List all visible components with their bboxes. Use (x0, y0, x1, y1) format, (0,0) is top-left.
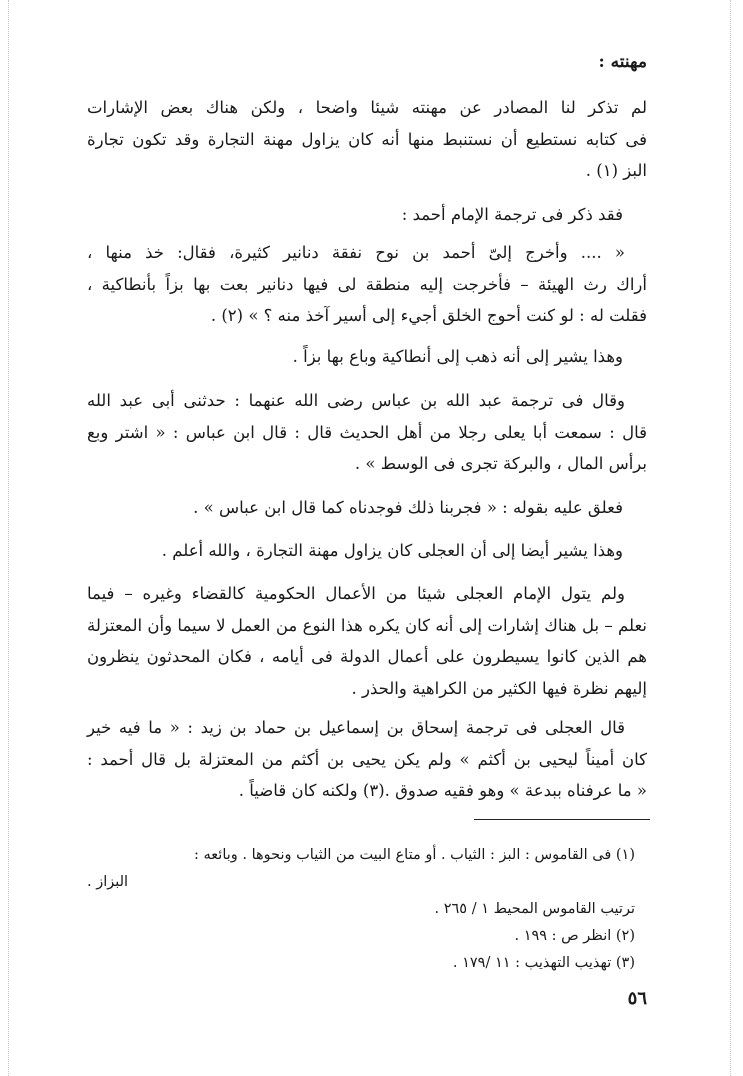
text-line: وقال فى ترجمة عبد الله بن عباس رضى الله عنهما : حدثنى أبى عبد الله (87, 391, 625, 410)
text-line: هم الذين كانوا يسيطرون على أعمال الدولة فى أيامه ، فكان المحدثون ينظرون (87, 647, 647, 666)
text-line: فقد ذكر فى ترجمة الإمام أحمد : (401, 205, 623, 224)
footnote-line: (٣) تهذيب التهذيب : ١١ /١٧٩ . (452, 955, 635, 971)
paragraph (63, 341, 623, 373)
footnote-line: (٢) انظر ص : ١٩٩ . (514, 928, 635, 944)
paragraph (87, 92, 647, 187)
paragraph (63, 492, 623, 524)
footnotes (87, 842, 647, 977)
text-line: البز (١) . (585, 161, 647, 180)
text-line: « ما عرفناه ببدعة » وهو فقيه صدوق .(٣) ولكنه كان قاضياً . (238, 781, 647, 800)
text-line: نعلم – بل هناك إشارات إلى أنه كان يكره هذا النوع من العمل لا سيما وأن المعتزلة (87, 615, 647, 635)
footnote-separator (474, 819, 650, 820)
page-number: ٥٦ (627, 988, 647, 1009)
text-line: قال : سمعت أبا يعلى رجلا من أهل الحديث قال : قال ابن عباس : « اشتر وبع (87, 422, 647, 442)
text-line: برأس المال ، والبركة تجرى فى الوسط » . (354, 454, 647, 473)
text-line: أراك رث الهيئة – فأخرجت إليه منطقة لى فيها دنانير بعت بها بزاً بأنطاكية ، (87, 274, 647, 294)
text-line: فعلق عليه بقوله : « فجربنا ذلك فوجدناه كما قال ابن عباس » . (193, 498, 623, 517)
text-line: وهذا يشير إلى أنه ذهب إلى أنطاكية وباع بها بزاً . (292, 347, 623, 366)
quotation (87, 237, 647, 332)
binding-margin-dots (8, 0, 9, 1076)
paragraph (63, 535, 623, 567)
binding-margin-dots (730, 0, 731, 1076)
text-line: لم تذكر لنا المصادر عن مهنته شيئا واضحا ، ولكن هناك بعض الإشارات (87, 98, 647, 117)
paragraph (87, 712, 647, 807)
section-heading: مهنته : (598, 52, 647, 72)
footnote-line: البزاز . (87, 874, 129, 890)
footnote-line: ترتيب القاموس المحيط ١ / ٢٦٥ . (434, 901, 635, 917)
text-line: « .... وأخرج إلىّ أحمد بن نوح نفقة دنانير كثيرة، فقال: خذ منها ، (87, 243, 625, 262)
paragraph (63, 199, 623, 231)
paragraph (87, 578, 647, 704)
text-line: قال العجلى فى ترجمة إسحاق بن إسماعيل بن حماد بن زيد : « ما فيه خير (87, 718, 625, 737)
text-line: وهذا يشير أيضا إلى أن العجلى كان يزاول مهنة التجارة ، والله أعلم . (161, 541, 623, 560)
footnote-line: (١) فى القاموس : البز : الثياب . أو متاع البيت من الثياب ونحوها . وبائعه : (194, 847, 635, 863)
text-line: ولم يتول الإمام العجلى شيئا من الأعمال الحكومية كالقضاء وغيره – فيما (87, 584, 625, 603)
paragraph (87, 385, 647, 480)
text-line: فقلت له : لو كنت أحوج الخلق أجيء إلى أسير آخذ منه ؟ » (٢) . (210, 306, 647, 325)
text-line: فى كتابه نستطيع أن نستنبط منها أنه كان يزاول مهنة التجارة وقد تكون تجارة (87, 129, 647, 149)
text-line: كان أميناً ليحيى بن أكثم » ولم يكن يحيى بن أكثم من المعتزلة بل قال أحمد : (87, 749, 647, 769)
text-line: إليهم نظرة فيها الكثير من الكراهية والحذر . (351, 678, 647, 698)
